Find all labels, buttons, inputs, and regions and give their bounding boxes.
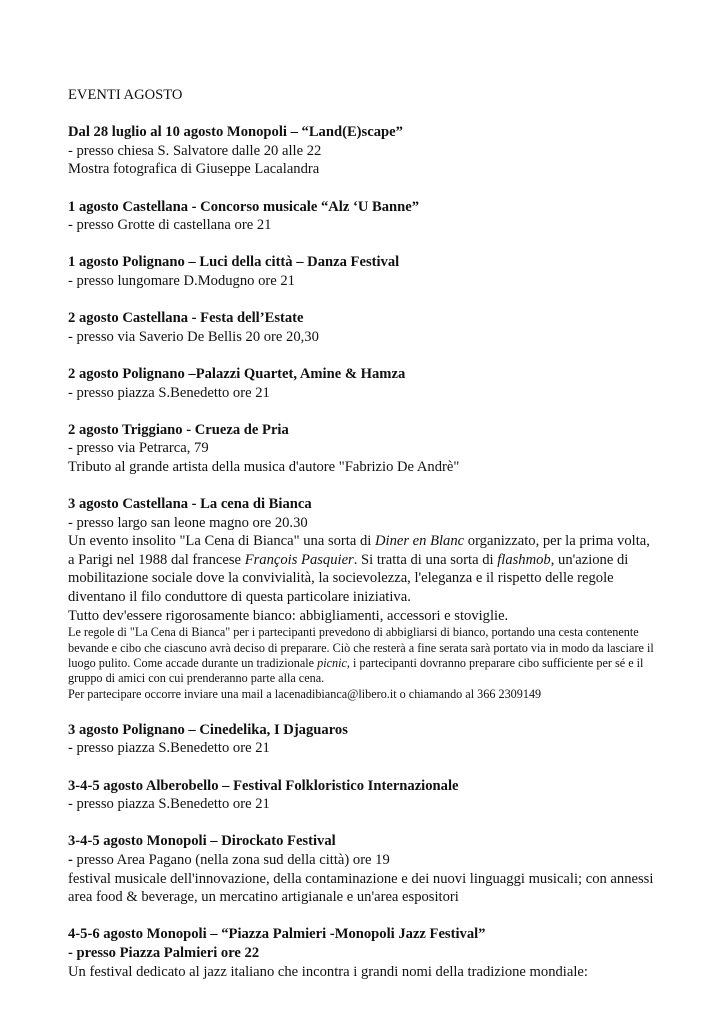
event-festival-folkloristico (68, 777, 658, 814)
event-location: - presso piazza S.Benedetto ore 21 (68, 384, 270, 401)
text-span: Le regole di "La Cena di Bianca" per i partecipanti prevedono di abbigliarsi di bianco, portando una cesta contenente bevande e cibo che ciascuno avrà deciso di preparare. Ciò che resterà a fine serata sarà portato via in modo da lasciare il luogo pulito. Come accade durante un tradizionale (68, 625, 654, 671)
event-cinedelika (68, 721, 658, 758)
event-location: - presso piazza S.Benedetto ore 21 (68, 740, 270, 757)
bold-dash: - (68, 852, 73, 868)
event-description: Mostra fotografica di Giuseppe Lacalandra (68, 161, 320, 178)
event-location: - presso chiesa S. Salvatore dalle 20 alle 22 (68, 142, 322, 159)
event-location (68, 851, 658, 870)
event-location: - presso piazza S.Benedetto ore 21 (68, 796, 270, 813)
event-location: - presso Piazza Palmieri ore 22 (68, 944, 260, 961)
event-alz-u-banne (68, 198, 658, 235)
event-location: - presso largo san leone magno ore 20.30 (68, 514, 308, 531)
event-title: 2 agosto Castellana - Festa dell’Estate (68, 310, 304, 327)
event-title: 1 agosto Polignano – Luci della città – Danza Festival (68, 254, 400, 271)
text-span: presso Area Pagano (nella zona sud della città) ore 19 (72, 852, 390, 868)
event-description: Un festival dedicato al jazz italiano che incontra i grandi nomi della tradizione mondiale: (68, 963, 588, 980)
event-description: festival musicale dell'innovazione, della contaminazione e dei nuovi linguaggi musicali; con annessi area food & beverage, un mercatino artigianale e un'area espositori (68, 870, 654, 906)
italic-text: flashmob (497, 551, 551, 568)
event-location: - presso Grotte di castellana ore 21 (68, 217, 272, 234)
event-location: - presso via Saverio De Bellis 20 ore 20,30 (68, 328, 319, 345)
event-cena-di-bianca (68, 495, 658, 702)
document-page (68, 86, 658, 1000)
event-title: 3 agosto Polignano – Cinedelika, I Djaguaros (68, 721, 348, 738)
event-dirockato-festival (68, 832, 658, 906)
event-title: 3-4-5 agosto Monopoli – Dirockato Festival (68, 833, 336, 850)
event-palazzi-quartet (68, 365, 658, 402)
event-monopoli-jazz-festival (68, 925, 658, 981)
event-dress-code: Tutto dev'essere rigorosamente bianco: abbigliamenti, accessori e stoviglie. (68, 607, 509, 624)
event-luci-della-citta (68, 253, 658, 290)
text-span: organizzato, per la prima volta, a Parigi nel 1988 dal francese (68, 533, 650, 568)
italic-text: picnic (317, 656, 347, 671)
text-span: , i partecipanti dovranno preparare cibo sufficiente per sé e il gruppo di amici con cui prenderanno parte alla cena. (68, 656, 644, 686)
event-festa-estate (68, 309, 658, 346)
event-rules (68, 625, 658, 687)
italic-text: François Pasquier (244, 551, 354, 568)
event-title: 4-5-6 agosto Monopoli – “Piazza Palmieri -Monopoli Jazz Festival” (68, 926, 486, 943)
event-crueza-de-pria (68, 421, 658, 477)
event-title: 3 agosto Castellana - La cena di Bianca (68, 496, 312, 513)
text-span: Un evento insolito "La Cena di Bianca" una sorta di (68, 533, 375, 550)
event-location: - presso lungomare D.Modugno ore 21 (68, 272, 295, 289)
event-description: Tributo al grande artista della musica d'autore "Fabrizio De Andrè" (68, 458, 460, 475)
event-title: 3-4-5 agosto Alberobello – Festival Folkloristico Internazionale (68, 777, 459, 794)
italic-text: Diner en Blanc (374, 533, 465, 550)
event-description (68, 532, 658, 606)
page-heading: EVENTI AGOSTO (68, 87, 183, 103)
event-title: 1 agosto Castellana - Concorso musicale “Alz ‘U Banne” (68, 198, 420, 215)
text-span: , un'azione di mobilitazione sociale dove la convivialità, la socievolezza, l'eleganza e il rispetto delle regole diventano il filo conduttore di questa particolare iniziativa. (68, 551, 629, 606)
event-location: - presso via Petrarca, 79 (68, 440, 209, 457)
text-span: . Si tratta di una sorta di (353, 551, 498, 568)
event-contact: Per partecipare occorre inviare una mail a lacenadibianca@libero.it o chiamando al 366 2309149 (68, 686, 542, 701)
event-title: 2 agosto Triggiano - Crueza de Pria (68, 421, 289, 438)
event-title: Dal 28 luglio al 10 agosto Monopoli – “Land(E)scape” (68, 124, 403, 141)
event-title: 2 agosto Polignano –Palazzi Quartet, Amine & Hamza (68, 365, 406, 382)
event-landescape (68, 123, 658, 179)
